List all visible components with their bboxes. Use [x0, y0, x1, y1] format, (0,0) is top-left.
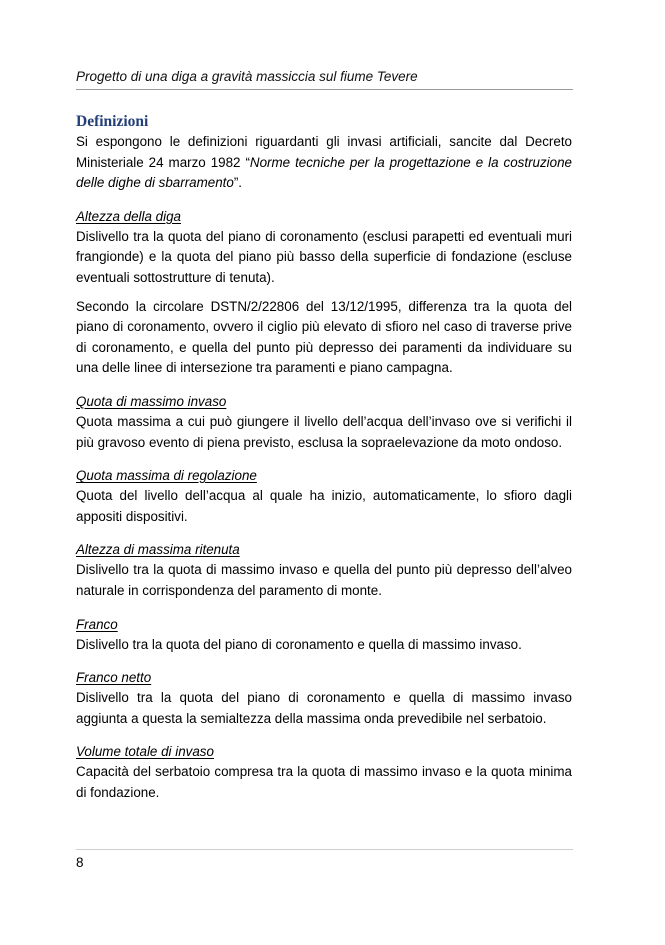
intro-closing: ”. [233, 175, 242, 191]
definition-term: Altezza della diga [76, 208, 181, 224]
definition-term: Volume totale di invaso [76, 744, 214, 760]
page-content [76, 112, 572, 803]
definition-text: Quota massima a cui può giungere il livello dell’acqua dell’invaso ove si verifichi il più gravoso evento di piena previsto, esclusa la sopraelevazione da moto ondoso. [76, 413, 572, 450]
section-title: Definizioni [76, 113, 149, 130]
document-page [76, 0, 572, 945]
intro-paragraph [76, 132, 572, 194]
definition-term: Franco [76, 616, 118, 632]
definition-term: Quota di massimo invaso [76, 393, 227, 409]
definition-text-secondary: Secondo la circolare DSTN/2/22806 del 13/12/1995, differenza tra la quota del piano di coronamento, ovvero il ciglio più elevato di sfioro nel caso di traverse prive di coronamento, e quella del punto più depresso dei paramenti da individuare su una delle linee di intersezione tra paramenti e piano campagna. [76, 298, 572, 376]
footer-divider [76, 849, 573, 850]
definition-text: Quota del livello dell’acqua al quale ha inizio, automaticamente, lo sfioro dagli appositi dispositivi. [76, 488, 572, 524]
definition-text: Dislivello tra la quota del piano di coronamento e quella di massimo invaso. [76, 636, 522, 652]
definition-text: Dislivello tra la quota del piano di coronamento (esclusi parapetti ed eventuali muri frangionde) e la quota del piano più basso della superficie di fondazione (escluse eventuali sottostrutture di tenuta). [76, 228, 572, 285]
definition-term: Altezza di massima ritenuta [76, 542, 240, 558]
running-header: Progetto di una diga a gravità massiccia sul fiume Tevere [76, 69, 418, 84]
definition-text: Dislivello tra la quota di massimo invaso e quella del punto più depresso dell’alveo naturale in corrispondenza del paramento di monte. [76, 562, 572, 598]
decree-title: Norme tecniche per la progettazione e la costruzione delle dighe di sbarramento [76, 154, 572, 191]
header-divider [76, 89, 573, 90]
definition-term: Franco netto [76, 670, 152, 686]
page-number: 8 [76, 855, 84, 870]
intro-text: Si espongono le definizioni riguardanti gli invasi artificiali, sancite dal Decreto Ministeriale 24 marzo 1982 “ [76, 134, 572, 170]
definition-text: Dislivello tra la quota del piano di coronamento e quella di massimo invaso aggiunta a questa la semialtezza della massima onda prevedibile nel serbatoio. [76, 690, 572, 726]
definition-term: Quota massima di regolazione [76, 468, 257, 484]
definition-text: Capacità del serbatoio compresa tra la quota di massimo invaso e la quota minima di fondazione. [76, 764, 572, 800]
